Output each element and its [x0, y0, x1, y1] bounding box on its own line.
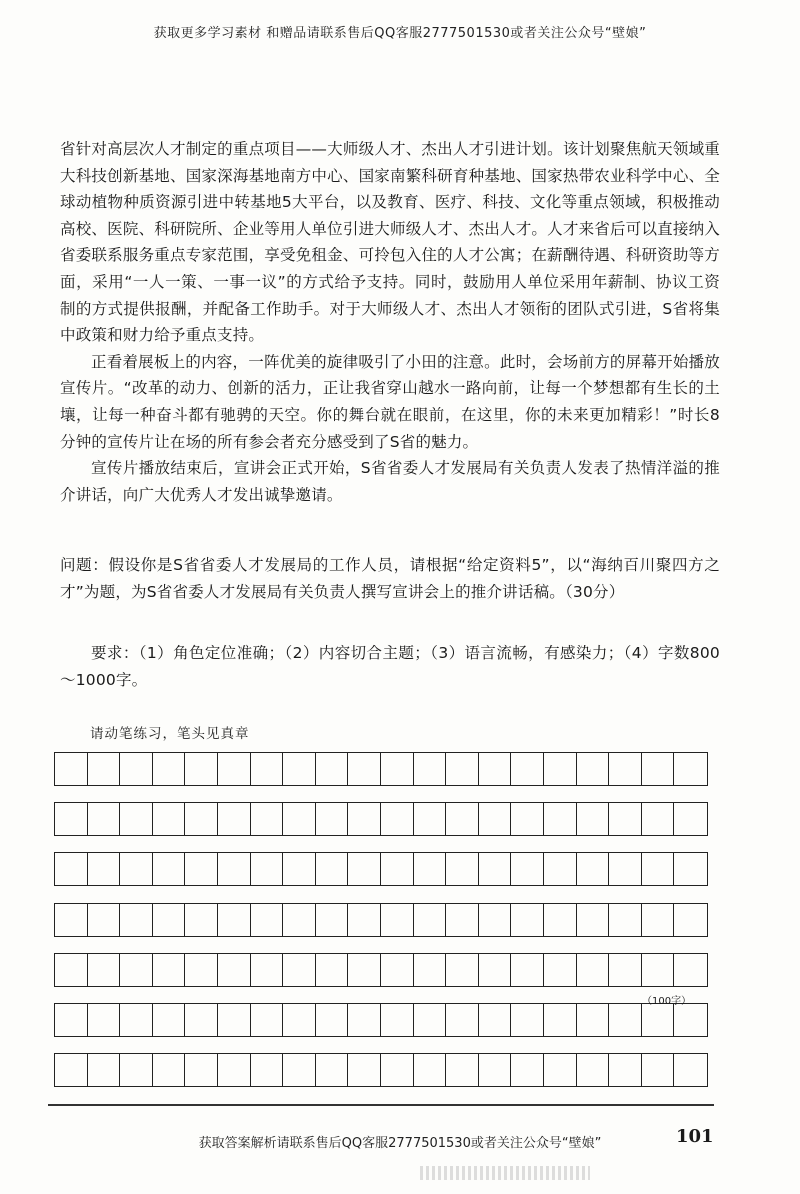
grid-cell[interactable]	[381, 904, 414, 936]
grid-cell[interactable]	[283, 803, 316, 835]
grid-cell[interactable]	[283, 853, 316, 885]
grid-cell[interactable]	[283, 1004, 316, 1036]
grid-cell[interactable]	[642, 803, 675, 835]
grid-cell[interactable]	[609, 753, 642, 785]
grid-cell[interactable]	[577, 1054, 610, 1086]
grid-cell[interactable]	[153, 1004, 186, 1036]
grid-cell[interactable]	[381, 853, 414, 885]
grid-cell[interactable]	[446, 803, 479, 835]
grid-cell[interactable]	[577, 853, 610, 885]
grid-cell[interactable]	[218, 1054, 251, 1086]
grid-cell[interactable]	[316, 803, 349, 835]
grid-cell[interactable]	[479, 954, 512, 986]
scan-smudge	[420, 1166, 590, 1180]
grid-cell[interactable]	[55, 853, 88, 885]
grid-cell[interactable]	[55, 1004, 88, 1036]
paragraph-2: 正看着展板上的内容，一阵优美的旋律吸引了小田的注意。此时，会场前方的屏幕开始播放宣传片。“改革的动力、创新的活力，正让我省穿山越水一路向前，让每一个梦想都有生长的土壤，让每一种奋斗都有驰骋的天空。你的舞台就在眼前，在这里，你的未来更加精彩！”时长8分钟的宣传片让在场的所有参会者充分感受到了S省的魅力。	[60, 352, 720, 451]
grid-cell[interactable]	[316, 853, 349, 885]
grid-cell[interactable]	[218, 954, 251, 986]
grid-cell[interactable]	[544, 753, 577, 785]
grid-cell[interactable]	[88, 1004, 121, 1036]
grid-cell[interactable]	[153, 904, 186, 936]
grid-cell[interactable]	[218, 853, 251, 885]
grid-cell[interactable]	[251, 803, 284, 835]
grid-cell[interactable]	[511, 1004, 544, 1036]
grid-cell[interactable]	[120, 904, 153, 936]
grid-cell[interactable]	[251, 753, 284, 785]
grid-cell[interactable]	[511, 853, 544, 885]
grid-cell[interactable]	[218, 753, 251, 785]
grid-cell[interactable]	[544, 853, 577, 885]
grid-cell[interactable]	[251, 853, 284, 885]
grid-cell[interactable]	[218, 1004, 251, 1036]
grid-cell[interactable]	[88, 803, 121, 835]
grid-cell[interactable]	[251, 1004, 284, 1036]
grid-cell[interactable]	[348, 1004, 381, 1036]
grid-cell[interactable]	[348, 954, 381, 986]
grid-cell[interactable]	[479, 1054, 512, 1086]
grid-cell[interactable]	[153, 1054, 186, 1086]
grid-cell[interactable]	[609, 803, 642, 835]
grid-cell[interactable]	[609, 1054, 642, 1086]
grid-cell[interactable]	[609, 954, 642, 986]
grid-cell[interactable]	[55, 1054, 88, 1086]
grid-row	[54, 802, 708, 836]
grid-cell[interactable]	[511, 904, 544, 936]
grid-cell[interactable]	[479, 853, 512, 885]
grid-cell[interactable]	[185, 803, 218, 835]
grid-cell[interactable]	[120, 803, 153, 835]
grid-cell[interactable]	[218, 904, 251, 936]
grid-cell[interactable]	[674, 1054, 707, 1086]
grid-cell[interactable]	[642, 1054, 675, 1086]
grid-cell[interactable]	[55, 753, 88, 785]
paragraph-3: 宣传片播放结束后，宣讲会正式开始，S省省委人才发展局有关负责人发表了热情洋溢的推介讲话，向广大优秀人才发出诚挚邀请。	[60, 459, 720, 504]
grid-cell[interactable]	[283, 1054, 316, 1086]
grid-cell[interactable]	[674, 904, 707, 936]
grid-row	[54, 852, 708, 886]
grid-cell[interactable]	[414, 1004, 447, 1036]
grid-cell[interactable]	[479, 904, 512, 936]
grid-cell[interactable]	[120, 753, 153, 785]
grid-cell[interactable]	[609, 1004, 642, 1036]
grid-cell[interactable]	[381, 803, 414, 835]
grid-cell[interactable]	[577, 753, 610, 785]
grid-cell[interactable]	[609, 853, 642, 885]
page-number: 101	[676, 1126, 714, 1147]
grid-cell[interactable]	[283, 904, 316, 936]
grid-cell[interactable]	[55, 904, 88, 936]
grid-cell[interactable]	[544, 1004, 577, 1036]
grid-cell[interactable]	[348, 1054, 381, 1086]
grid-cell[interactable]	[414, 853, 447, 885]
grid-cell[interactable]	[544, 954, 577, 986]
grid-cell[interactable]	[153, 803, 186, 835]
grid-cell[interactable]	[120, 954, 153, 986]
grid-cell[interactable]	[251, 954, 284, 986]
grid-cell[interactable]	[414, 954, 447, 986]
grid-cell[interactable]	[120, 1004, 153, 1036]
grid-cell[interactable]	[544, 904, 577, 936]
grid-cell[interactable]	[577, 904, 610, 936]
grid-row	[54, 1003, 708, 1037]
grid-cell[interactable]	[609, 904, 642, 936]
grid-cell[interactable]	[153, 753, 186, 785]
page-header: 获取更多学习素材 和赠品请联系售后QQ客服2777501530或者关注公众号“壁娘”	[153, 26, 647, 41]
grid-cell[interactable]	[577, 803, 610, 835]
grid-cell[interactable]	[283, 954, 316, 986]
grid-cell[interactable]	[577, 1004, 610, 1036]
grid-cell[interactable]	[511, 803, 544, 835]
grid-cell[interactable]	[348, 853, 381, 885]
grid-cell[interactable]	[185, 1004, 218, 1036]
grid-cell[interactable]	[218, 803, 251, 835]
paragraph-1: 省针对高层次人才制定的重点项目——大师级人才、杰出人才引进计划。该计划聚焦航天领域重大科技创新基地、国家深海基地南方中心、国家南繁科研育种基地、国家热带农业科学中心、全球动植物种质资源引进中转基地5大平台，以及教育、医疗、科技、文化等重点领域，积极推动高校、医院、科研院所、企业等用人单位引进大师级人才、杰出人才。人才来省后可以直接纳入省委联系服务重点专家范围，享受免租金、可拎包入住的人才公寓；在薪酬待遇、科研资助等方面，采用“一人一策、一事一议”的方式给予支持。同时，鼓励用人单位采用年薪制、协议工资制的方式提供报酬，并配备工作助手。对于大师级人才、杰出人才领衔的团队式引进，S省将集中政策和财力给予重点支持。	[60, 140, 720, 345]
grid-cell[interactable]	[316, 753, 349, 785]
grid-cell[interactable]	[511, 1054, 544, 1086]
grid-cell[interactable]	[642, 1004, 675, 1036]
grid-cell[interactable]	[185, 853, 218, 885]
grid-cell[interactable]	[251, 904, 284, 936]
word-count-note: （100字）	[642, 996, 692, 1007]
grid-cell[interactable]	[479, 803, 512, 835]
grid-cell[interactable]	[185, 904, 218, 936]
grid-cell[interactable]	[185, 954, 218, 986]
grid-cell[interactable]	[316, 1004, 349, 1036]
grid-cell[interactable]	[479, 1004, 512, 1036]
grid-cell[interactable]	[414, 1054, 447, 1086]
grid-cell[interactable]	[88, 753, 121, 785]
grid-cell[interactable]	[348, 753, 381, 785]
page-footer: 获取答案解析请联系售后QQ客服2777501530或者关注公众号“壁娘”	[198, 1136, 602, 1151]
practice-prompt: 请动笔练习，笔头见真章	[90, 726, 250, 742]
grid-cell[interactable]	[642, 904, 675, 936]
grid-row	[54, 953, 708, 987]
grid-cell[interactable]	[414, 904, 447, 936]
grid-cell[interactable]	[446, 1054, 479, 1086]
grid-cell[interactable]	[185, 753, 218, 785]
grid-cell[interactable]	[674, 853, 707, 885]
grid-cell[interactable]	[381, 954, 414, 986]
grid-cell[interactable]	[446, 954, 479, 986]
grid-cell[interactable]	[511, 753, 544, 785]
grid-cell[interactable]	[544, 803, 577, 835]
grid-cell[interactable]	[251, 1054, 284, 1086]
grid-cell[interactable]	[511, 954, 544, 986]
grid-cell[interactable]	[642, 853, 675, 885]
material-text	[60, 136, 720, 508]
grid-cell[interactable]	[446, 753, 479, 785]
grid-cell[interactable]	[88, 904, 121, 936]
grid-cell[interactable]	[316, 954, 349, 986]
grid-cell[interactable]	[283, 753, 316, 785]
grid-cell[interactable]	[55, 803, 88, 835]
grid-cell[interactable]	[674, 1004, 707, 1036]
grid-cell[interactable]	[674, 753, 707, 785]
grid-cell[interactable]	[446, 1004, 479, 1036]
grid-row	[54, 903, 708, 937]
grid-cell[interactable]	[414, 753, 447, 785]
grid-cell[interactable]	[674, 954, 707, 986]
grid-row	[54, 752, 708, 786]
grid-cell[interactable]	[153, 853, 186, 885]
grid-cell[interactable]	[381, 1004, 414, 1036]
grid-cell[interactable]	[316, 1054, 349, 1086]
grid-row	[54, 1053, 708, 1087]
grid-cell[interactable]	[88, 954, 121, 986]
grid-cell[interactable]	[316, 904, 349, 936]
grid-cell[interactable]	[153, 954, 186, 986]
grid-cell[interactable]	[414, 803, 447, 835]
grid-cell[interactable]	[381, 753, 414, 785]
grid-cell[interactable]	[55, 954, 88, 986]
grid-cell[interactable]	[120, 1054, 153, 1086]
grid-cell[interactable]	[642, 753, 675, 785]
grid-cell[interactable]	[642, 954, 675, 986]
requirements-text: 要求：（1）角色定位准确；（2）内容切合主题；（3）语言流畅，有感染力；（4）字数800～1000字。	[60, 644, 720, 689]
grid-cell[interactable]	[577, 954, 610, 986]
grid-cell[interactable]	[479, 753, 512, 785]
grid-cell[interactable]	[446, 904, 479, 936]
grid-cell[interactable]	[348, 803, 381, 835]
grid-cell[interactable]	[120, 853, 153, 885]
grid-cell[interactable]	[88, 853, 121, 885]
grid-cell[interactable]	[544, 1054, 577, 1086]
bottom-rule	[48, 1104, 714, 1106]
grid-cell[interactable]	[446, 853, 479, 885]
grid-cell[interactable]	[381, 1054, 414, 1086]
grid-cell[interactable]	[185, 1054, 218, 1086]
grid-cell[interactable]	[88, 1054, 121, 1086]
grid-cell[interactable]	[348, 904, 381, 936]
question-text: 问题：假设你是S省省委人才发展局的工作人员，请根据“给定资料5”，以“海纳百川聚四方之才”为题，为S省省委人才发展局有关负责人撰写宣讲会上的推介讲话稿。（30分）	[60, 556, 720, 601]
grid-cell[interactable]	[674, 803, 707, 835]
